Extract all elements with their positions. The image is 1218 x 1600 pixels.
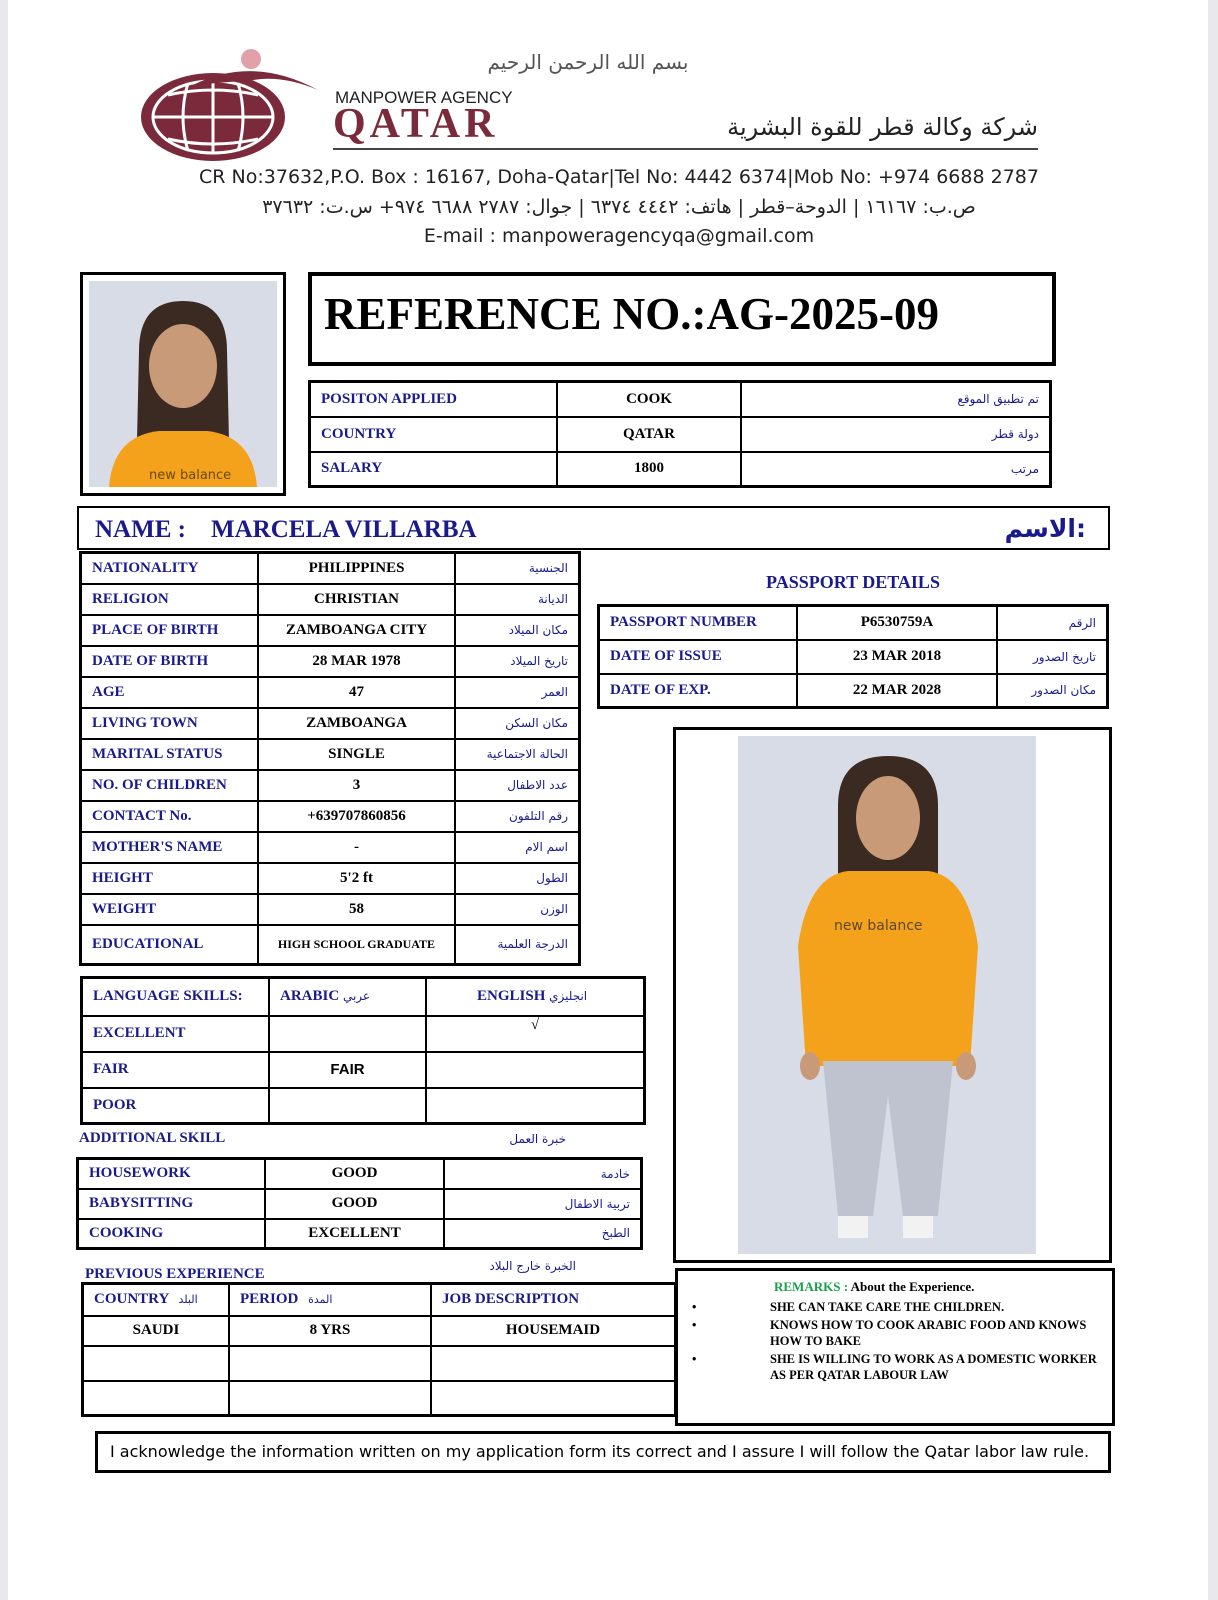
language-row: [82, 1052, 645, 1088]
acknowledgement-text: I acknowledge the information written on my application form its correct and I assure I will follow the Qatar labor law rule.: [110, 1442, 1090, 1461]
additional-label: HOUSEWORK: [78, 1159, 266, 1189]
personal-arabic: العمر: [455, 677, 580, 708]
shirt-logo-text: new balance: [149, 468, 232, 483]
position-table: [308, 380, 1052, 488]
personal-row: [81, 770, 580, 801]
remarks-heading: REMARKS : About the Experience.: [774, 1279, 975, 1294]
experience-job: HOUSEMAID: [431, 1316, 676, 1346]
position-arabic: تم تطبيق الموقع: [741, 382, 1051, 417]
additional-arabic: خادمة: [444, 1159, 642, 1189]
remarks-item: [678, 1351, 1098, 1383]
position-value: COOK: [557, 382, 741, 417]
personal-label: AGE: [81, 677, 259, 708]
personal-arabic: الديانة: [455, 584, 580, 615]
personal-row: [81, 708, 580, 739]
additional-arabic: الطبخ: [444, 1219, 642, 1249]
remarks-item: [678, 1299, 1098, 1315]
personal-label: WEIGHT: [81, 894, 259, 925]
personal-value: 47: [258, 677, 455, 708]
personal-row: [81, 801, 580, 832]
remarks-item-text: SHE CAN TAKE CARE THE CHILDREN.: [770, 1300, 1005, 1314]
language-skills-table: [80, 976, 646, 1125]
additional-arabic: تربية الاطفال: [444, 1189, 642, 1219]
cv-page: [8, 0, 1208, 1600]
additional-row: [78, 1219, 642, 1249]
remarks-item-text: KNOWS HOW TO COOK ARABIC FOOD AND KNOWS HOW TO BAKE: [770, 1318, 1087, 1348]
position-value: 1800: [557, 452, 741, 487]
personal-arabic: مكان السكن: [455, 708, 580, 739]
previous-experience-title: PREVIOUS EXPERIENCE: [85, 1266, 265, 1282]
experience-country: [83, 1346, 230, 1381]
header-underline: [333, 148, 1038, 150]
personal-arabic: الحالة الاجتماعية: [455, 739, 580, 770]
personal-label: MARITAL STATUS: [81, 739, 259, 770]
language-level: EXCELLENT: [82, 1016, 270, 1052]
previous-experience-table: [81, 1282, 677, 1417]
passport-arabic: الرقم: [997, 606, 1108, 640]
remarks-box: [675, 1268, 1115, 1426]
language-english-value: [426, 1088, 645, 1124]
name-arabic-label: الاسم:: [1004, 514, 1086, 543]
personal-value: CHRISTIAN: [258, 584, 455, 615]
language-english-value: [426, 1052, 645, 1088]
position-label: SALARY: [310, 452, 558, 487]
language-header-label: LANGUAGE SKILLS:: [82, 978, 270, 1016]
name-label: NAME :: [95, 516, 186, 543]
additional-row: [78, 1189, 642, 1219]
passport-arabic: تاريخ الصدور: [997, 640, 1108, 674]
personal-value: -: [258, 832, 455, 863]
personal-value: ZAMBOANGA: [258, 708, 455, 739]
exp-col-period: PERIOD المدة: [229, 1284, 431, 1316]
additional-label: BABYSITTING: [78, 1189, 266, 1219]
personal-arabic: اسم الام: [455, 832, 580, 863]
personal-arabic: الوزن: [455, 894, 580, 925]
personal-arabic: مكان الميلاد: [455, 615, 580, 646]
passport-label: DATE OF ISSUE: [599, 640, 798, 674]
experience-row: [83, 1316, 676, 1346]
personal-value: SINGLE: [258, 739, 455, 770]
experience-job: [431, 1381, 676, 1416]
passport-label: DATE OF EXP.: [599, 674, 798, 708]
language-arabic-value: [269, 1016, 426, 1052]
position-row: [310, 382, 1051, 417]
personal-arabic: الدرجة العلمية: [455, 925, 580, 965]
additional-value: EXCELLENT: [265, 1219, 444, 1249]
language-arabic-header: ARABIC عربي: [269, 978, 426, 1016]
personal-arabic: الجنسية: [455, 553, 580, 584]
personal-arabic: عدد الاطفال: [455, 770, 580, 801]
personal-row: [81, 894, 580, 925]
agency-name-big: QATAR: [333, 101, 499, 147]
passport-arabic: مكان الصدور: [997, 674, 1108, 708]
exp-col-country: COUNTRY البلد: [83, 1284, 230, 1316]
personal-label: DATE OF BIRTH: [81, 646, 259, 677]
contact-line-ar: ص.ب: ١٦١٦٧ | الدوحة–قطر | هاتف: ٤٤٤٢ ٦٣٧٤ | جوال: ٢٧٨٧ ٦٦٨٨ ٩٧٤+ س.ت: ٣٧٦٣٢: [262, 196, 976, 218]
personal-arabic: تاريخ الميلاد: [455, 646, 580, 677]
profile-photo-small: [80, 272, 286, 496]
personal-label: PLACE OF BIRTH: [81, 615, 259, 646]
agency-name-small: MANPOWER AGENCY: [335, 88, 513, 107]
passport-title: PASSPORT DETAILS: [766, 572, 940, 592]
position-row: [310, 417, 1051, 452]
passport-row: [599, 606, 1108, 640]
personal-value: 3: [258, 770, 455, 801]
personal-row: [81, 553, 580, 584]
personal-row: [81, 677, 580, 708]
position-arabic: مرتب: [741, 452, 1051, 487]
personal-details-table: [79, 551, 581, 966]
personal-arabic: الطول: [455, 863, 580, 894]
bullet-icon: •: [692, 1300, 697, 1314]
additional-skill-table: [76, 1157, 643, 1250]
experience-period: [229, 1381, 431, 1416]
additional-skill-title-ar: خبرة العمل: [509, 1132, 566, 1146]
remarks-item-text: SHE IS WILLING TO WORK AS A DOMESTIC WORKER AS PER QATAR LABOUR LAW: [770, 1352, 1097, 1382]
personal-label: LIVING TOWN: [81, 708, 259, 739]
passport-label: PASSPORT NUMBER: [599, 606, 798, 640]
position-value: QATAR: [557, 417, 741, 452]
additional-value: GOOD: [265, 1189, 444, 1219]
remarks-item: [678, 1317, 1098, 1349]
passport-table: [597, 604, 1109, 709]
personal-value: 58: [258, 894, 455, 925]
position-label: COUNTRY: [310, 417, 558, 452]
personal-label: EDUCATIONAL: [81, 925, 259, 965]
personal-row: [81, 615, 580, 646]
personal-value: ZAMBOANGA CITY: [258, 615, 455, 646]
language-arabic-value: [269, 1088, 426, 1124]
personal-label: CONTACT No.: [81, 801, 259, 832]
additional-skill-title: ADDITIONAL SKILL: [79, 1130, 226, 1146]
personal-label: NATIONALITY: [81, 553, 259, 584]
passport-row: [599, 674, 1108, 708]
personal-row: [81, 925, 580, 965]
personal-row: [81, 739, 580, 770]
personal-value: +639707860856: [258, 801, 455, 832]
contact-line-en: CR No:37632,P.O. Box : 16167, Doha-Qatar|Tel No: 4442 6374|Mob No: +974 6688 2787: [199, 166, 1039, 188]
personal-label: RELIGION: [81, 584, 259, 615]
language-level: FAIR: [82, 1052, 270, 1088]
experience-period: [229, 1346, 431, 1381]
personal-arabic: رقم التلفون: [455, 801, 580, 832]
bullet-icon: •: [692, 1352, 697, 1366]
personal-value: HIGH SCHOOL GRADUATE: [258, 925, 455, 965]
language-level: POOR: [82, 1088, 270, 1124]
shirt-logo-text-full: new balance: [834, 918, 923, 934]
email-line: E-mail : manpoweragencyqa@gmail.com: [423, 225, 815, 247]
exp-col-job: JOB DESCRIPTION: [431, 1284, 676, 1316]
experience-row: [83, 1346, 676, 1381]
profile-photo-full: [673, 727, 1112, 1263]
personal-row: [81, 584, 580, 615]
experience-country: SAUDI: [83, 1316, 230, 1346]
language-arabic-value: FAIR: [269, 1052, 426, 1088]
personal-row: [81, 863, 580, 894]
personal-value: 5'2 ft: [258, 863, 455, 894]
reference-number: REFERENCE NO.:AG-2025-09: [324, 289, 939, 339]
position-row: [310, 452, 1051, 487]
bismillah-text: بسم الله الرحمن الرحيم: [487, 50, 689, 74]
passport-row: [599, 640, 1108, 674]
additional-row: [78, 1159, 642, 1189]
previous-experience-title-ar: الخبرة خارج البلاد: [489, 1259, 576, 1273]
language-row: [82, 1088, 645, 1124]
personal-label: HEIGHT: [81, 863, 259, 894]
remarks-list: [678, 1299, 1098, 1385]
reference-box: [308, 272, 1056, 366]
personal-row: [81, 646, 580, 677]
experience-job: [431, 1346, 676, 1381]
experience-row: [83, 1381, 676, 1416]
experience-country: [83, 1381, 230, 1416]
experience-period: 8 YRS: [229, 1316, 431, 1346]
bullet-icon: •: [692, 1318, 697, 1332]
additional-label: COOKING: [78, 1219, 266, 1249]
passport-value: P6530759A: [797, 606, 997, 640]
additional-value: GOOD: [265, 1159, 444, 1189]
personal-value: 28 MAR 1978: [258, 646, 455, 677]
passport-value: 23 MAR 2018: [797, 640, 997, 674]
position-label: POSITON APPLIED: [310, 382, 558, 417]
language-english-header: ENGLISH انجليزي: [426, 978, 645, 1016]
agency-logo: [133, 45, 323, 165]
personal-label: MOTHER'S NAME: [81, 832, 259, 863]
language-row: [82, 1016, 645, 1052]
position-arabic: دولة قطر: [741, 417, 1051, 452]
personal-row: [81, 832, 580, 863]
language-english-value: √: [426, 1016, 645, 1052]
personal-label: NO. OF CHILDREN: [81, 770, 259, 801]
personal-value: PHILIPPINES: [258, 553, 455, 584]
name-bar: [77, 506, 1110, 550]
passport-value: 22 MAR 2028: [797, 674, 997, 708]
acknowledgement-box: [95, 1431, 1111, 1473]
name-value: MARCELA VILLARBA: [211, 516, 477, 543]
agency-name-arabic: شركة وكالة قطر للقوة البشرية: [727, 113, 1038, 141]
